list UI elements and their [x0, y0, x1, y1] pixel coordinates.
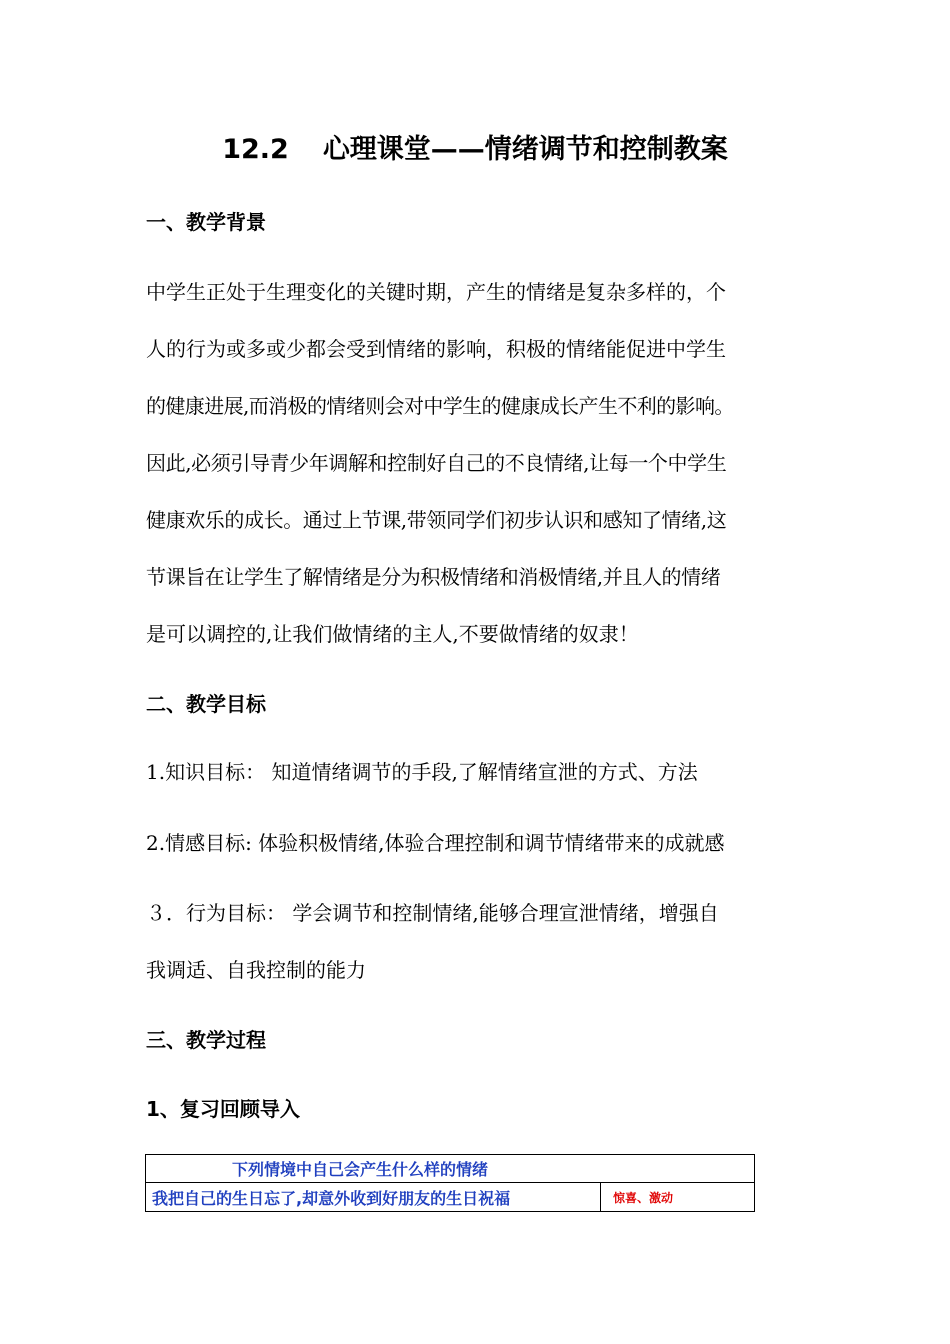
title-text: 心理课堂——情绪调节和控制教案 — [322, 134, 728, 165]
paragraph-line: 是可以调控的,让我们做情绪的主人,不要做情绪的奴隶！ — [146, 622, 639, 646]
paragraph-line: 健康欢乐的成长。通过上节课,带领同学们初步认识和感知了情绪,这 — [146, 508, 727, 532]
paragraph-line: 人的行为或多或少都会受到情绪的影响，积极的情绪能促进中学生 — [146, 337, 726, 361]
background-paragraph — [146, 264, 811, 663]
goal-knowledge: 1.知识目标： 知道情绪调节的手段,了解情绪宣泄的方式、方法 — [146, 760, 698, 784]
emotion-table — [145, 1154, 755, 1212]
table-header-cell: 下列情境中自己会产生什么样的情绪 — [146, 1155, 755, 1183]
goal-behavior-line-1: ３．行为目标： 学会调节和控制情绪,能够合理宣泄情绪，增强自 — [146, 901, 719, 925]
paragraph-line: 因此,必须引导青少年调解和控制好自己的不良情绪,让每一个中学生 — [146, 451, 727, 475]
table-header-row — [146, 1155, 755, 1183]
document-title — [0, 128, 950, 172]
paragraph-line: 节课旨在让学生了解情绪是分为积极情绪和消极情绪,并且人的情绪 — [146, 565, 721, 589]
goal-behavior-line-2: 我调适、自我控制的能力 — [146, 958, 366, 982]
paragraph-line: 中学生正处于生理变化的关键时期，产生的情绪是复杂多样的，个 — [146, 280, 726, 304]
paragraph-line: 的健康进展,而消极的情绪则会对中学生的健康成长产生不利的影响。 — [146, 394, 734, 418]
section-heading-background: 一、教学背景 — [146, 210, 266, 234]
title-number: 12.2 — [222, 134, 289, 165]
goal-emotion: 2.情感目标: 体验积极情绪,体验合理控制和调节情绪带来的成就感 — [146, 831, 725, 855]
step-heading-review: 1、复习回顾导入 — [146, 1097, 300, 1121]
section-heading-process: 三、教学过程 — [146, 1028, 266, 1052]
table-row — [146, 1183, 755, 1212]
emotion-cell: 惊喜、激动 — [601, 1183, 755, 1212]
situation-cell: 我把自己的生日忘了,却意外收到好朋友的生日祝福 — [146, 1183, 601, 1212]
section-heading-goals: 二、教学目标 — [146, 692, 266, 716]
